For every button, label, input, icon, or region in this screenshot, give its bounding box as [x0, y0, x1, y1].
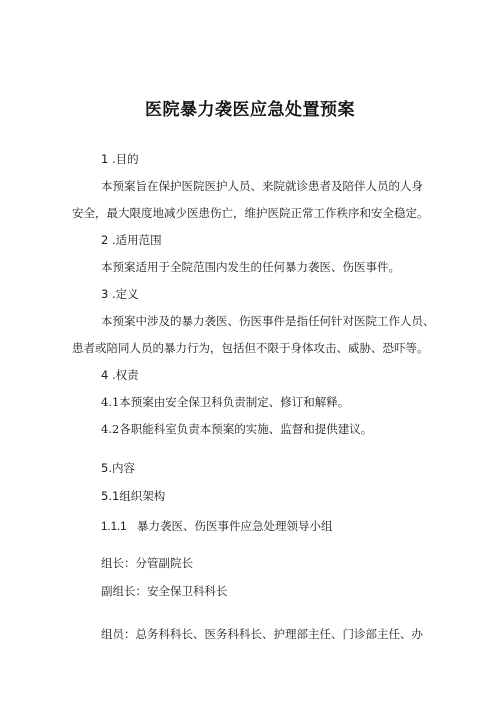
- section-heading-content: 5.内容: [101, 461, 135, 475]
- section-heading-definition: 3 .定义: [101, 287, 139, 301]
- document-title: 医院暴力袭医应急处置预案: [145, 100, 355, 120]
- subsubsection-title: 暴力袭医、伤医事件应急处理领导小组: [137, 519, 333, 533]
- subsubsection-number: 1.1.1: [101, 521, 127, 533]
- leader-line: 组长：分管副院长: [101, 556, 193, 570]
- subsubsection-heading-leadership-group: [101, 518, 333, 535]
- definition-paragraph-line-1: 本预案中涉及的暴力袭医、伤医事件是指任何针对医院工作人员、: [101, 314, 435, 328]
- section-heading-scope: 2 .适用范围: [101, 233, 162, 247]
- scope-paragraph: 本预案适用于全院范围内发生的任何暴力袭医、伤医事件。: [101, 260, 400, 274]
- purpose-paragraph-line-2: 安全，最大限度地减少医患伤亡，维护医院正常工作秩序和安全稳定。: [72, 206, 429, 220]
- subsection-heading-organization: 5.1组织架构: [101, 489, 166, 503]
- responsibility-item-1: 4.1本预案由安全保卫科负责制定、修订和解释。: [101, 395, 350, 409]
- section-heading-responsibility: 4 .权责: [101, 368, 139, 382]
- purpose-paragraph-line-1: 本预案旨在保护医院医护人员、来院就诊患者及陪伴人员的人身: [101, 179, 423, 193]
- members-line: 组员：总务科科长、医务科科长、护理部主任、门诊部主任、办: [101, 627, 423, 641]
- deputy-leader-line: 副组长：安全保卫科科长: [101, 584, 228, 598]
- responsibility-item-2: 4.2各职能科室负责本预案的实施、监督和提供建议。: [101, 422, 373, 436]
- definition-paragraph-line-2: 患者或陪同人员的暴力行为，包括但不限于身体攻击、威胁、恐吓等。: [72, 341, 429, 355]
- section-heading-purpose: 1 .目的: [101, 152, 139, 166]
